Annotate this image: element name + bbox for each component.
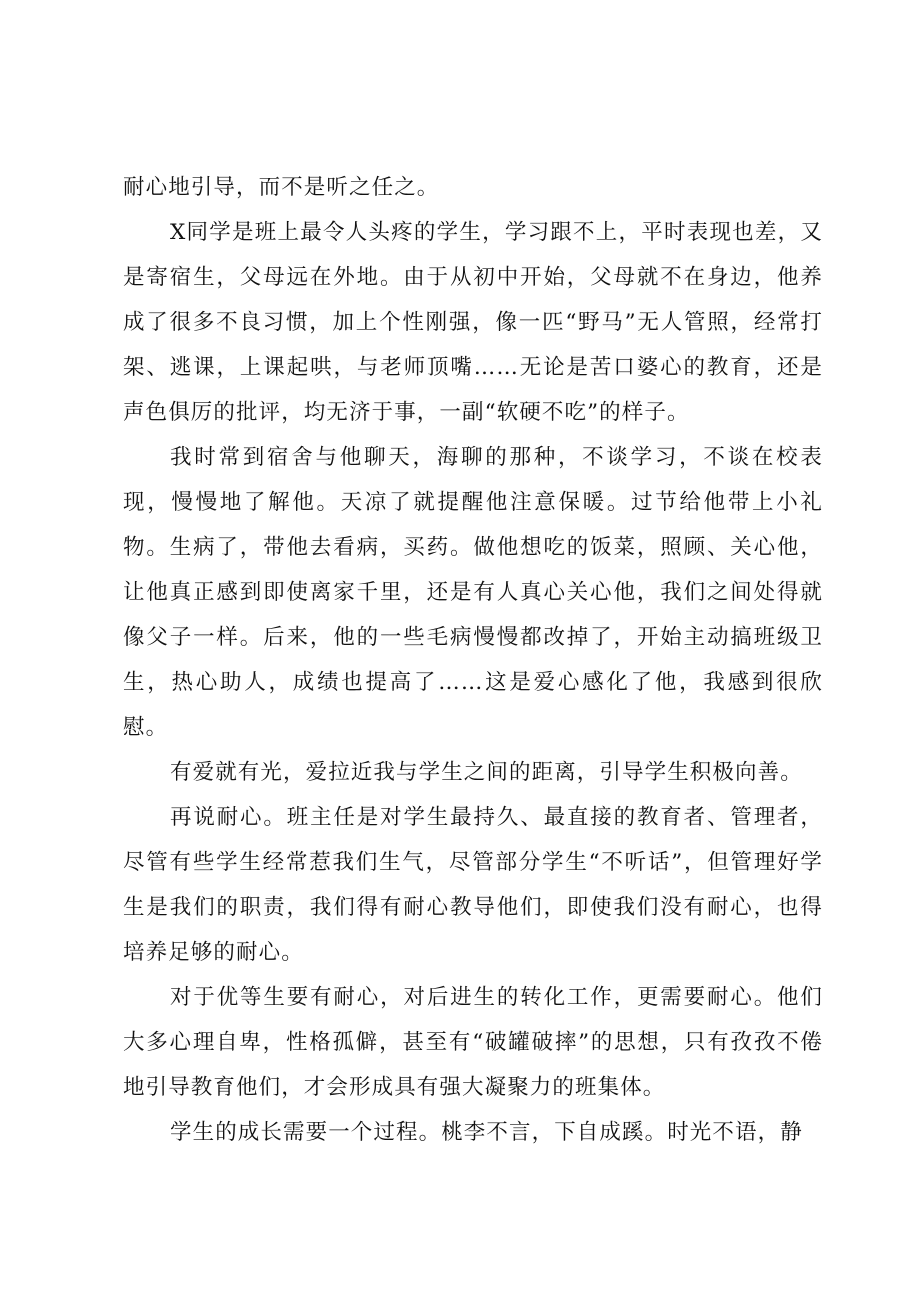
paragraph-5: 再说耐心。班主任是对学生最持久、最直接的教育者、管理者，尽管有些学生经常惹我们生气，尽管部分学生“不听话”，但管理好学生是我们的职责，我们得有耐心教导他们，即使我们没有耐心，也得培养足够的耐心。	[123, 805, 823, 965]
paragraph-2: X同学是班上最令人头疼的学生，学习跟不上，平时表现也差，又是寄宿生，父母远在外地。由于从初中开始，父母就不在身边，他养成了很多不良习惯，加上个性刚强，像一匹“野马”无人管照，经常打架、逃课，上课起哄，与老师顶嘴……无论是苦口婆心的教育，还是声色俱厉的批评，均无济于事，一副“软硬不吃”的样子。	[123, 220, 823, 425]
paragraph-6: 对于优等生要有耐心，对后进生的转化工作，更需要耐心。他们大多心理自卑，性格孤僻，甚至有“破罐破摔”的思想，只有孜孜不倦地引导教育他们，才会形成具有强大凝聚力的班集体。	[123, 985, 823, 1100]
paragraph-7: 学生的成长需要一个过程。桃李不言，下自成蹊。时光不语，静	[170, 1120, 803, 1145]
document-body	[123, 165, 823, 1155]
paragraph-4: 有爱就有光，爱拉近我与学生之间的距离，引导学生积极向善。	[170, 760, 803, 785]
paragraph-1: 耐心地引导，而不是听之任之。	[123, 175, 440, 200]
paragraph-3: 我时常到宿舍与他聊天，海聊的那种，不谈学习，不谈在校表现，慢慢地了解他。天凉了就提醒他注意保暖。过节给他带上小礼物。生病了，带他去看病，买药。做他想吃的饭菜，照顾、关心他，让他真正感到即使离家千里，还是有人真心关心他，我们之间处得就像父子一样。后来，他的一些毛病慢慢都改掉了，开始主动搞班级卫生，热心助人，成绩也提高了……这是爱心感化了他，我感到很欣慰。	[123, 445, 823, 740]
